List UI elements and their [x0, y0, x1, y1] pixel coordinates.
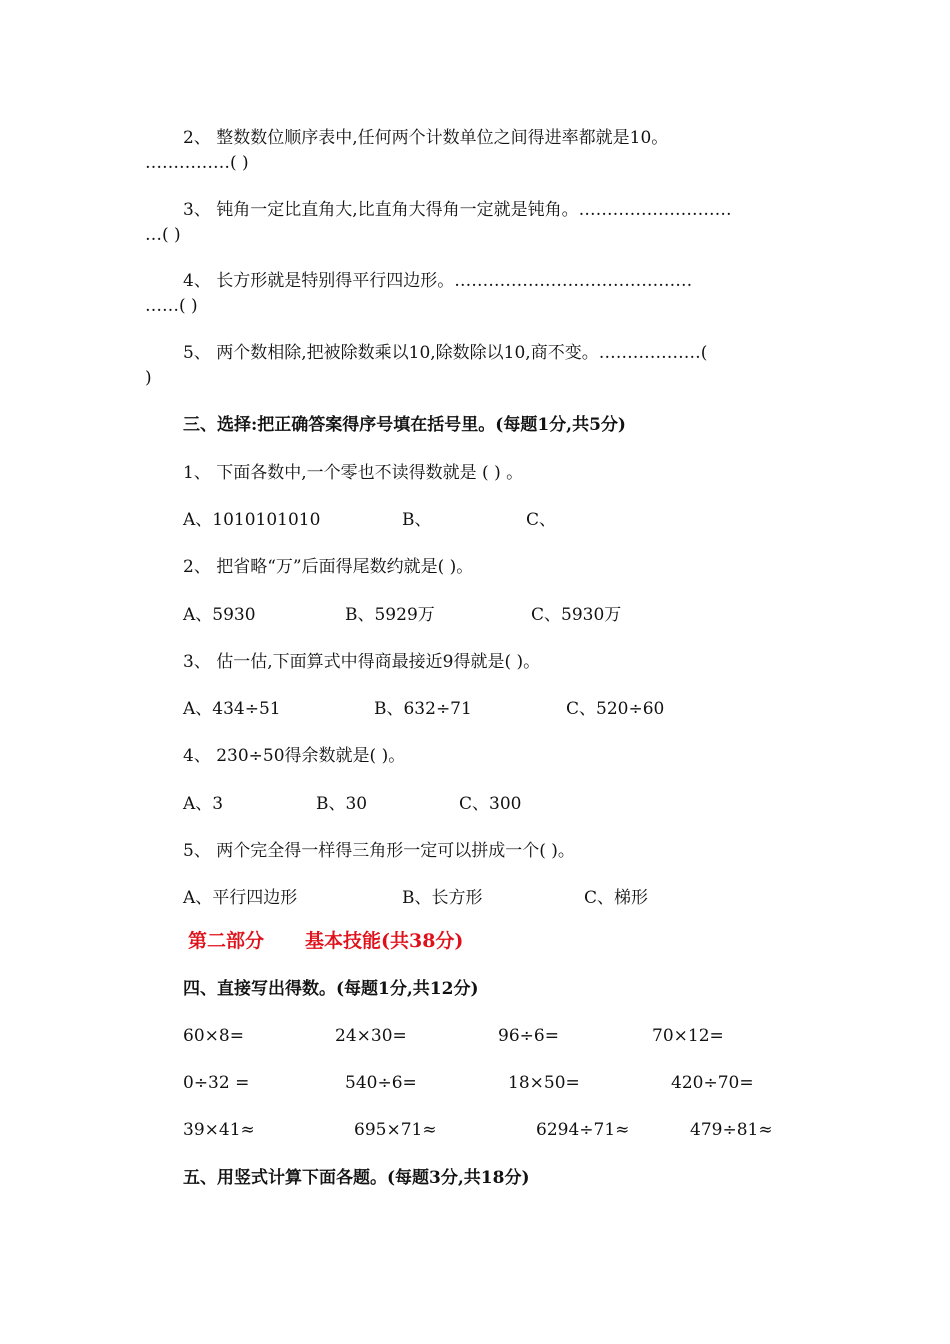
choice-q1: 1、 下面各数中,一个零也不读得数就是 ( ) 。 [183, 463, 524, 483]
choice-q1-option-a: A、1010101010 [183, 510, 321, 530]
part2-title: 第二部分 [188, 930, 265, 952]
section4-title: 四、直接写出得数。(每题1分,共12分) [183, 979, 479, 999]
part2-subtitle: 基本技能(共38分) [305, 930, 464, 952]
choice-q3-option-a: A、434÷51 [183, 699, 281, 719]
choice-q5-option-a: A、平行四边形 [183, 888, 298, 908]
choice-q3-option-c: C、520÷60 [566, 699, 665, 719]
choice-q1-option-c: C、 [526, 510, 557, 530]
choice-q4: 4、 230÷50得余数就是( )。 [183, 746, 406, 766]
choice-q2-option-b: B、5929万 [345, 605, 435, 625]
calc-r3-c3: 6294÷71≈ [536, 1120, 630, 1140]
calc-r3-c1: 39×41≈ [183, 1120, 255, 1140]
section5-title: 五、用竖式计算下面各题。(每题3分,共18分) [183, 1168, 530, 1188]
choice-q4-option-a: A、3 [183, 794, 224, 814]
calc-r3-c4: 479÷81≈ [690, 1120, 773, 1140]
calc-r1-c3: 96÷6= [498, 1026, 559, 1046]
choice-q1-option-b: B、 [402, 510, 432, 530]
calc-r2-c1: 0÷32 = [183, 1073, 250, 1093]
calc-r3-c2: 695×71≈ [354, 1120, 437, 1140]
judge-q2-line1: 2、 整数数位顺序表中,任何两个计数单位之间得进率都就是10。 [183, 128, 669, 148]
judge-q5-line2: ) [145, 368, 152, 388]
choice-q3: 3、 估一估,下面算式中得商最接近9得就是( )。 [183, 652, 541, 672]
section3-title: 三、选择:把正确答案得序号填在括号里。(每题1分,共5分) [183, 415, 626, 435]
judge-q3-line2: …( ) [145, 225, 181, 245]
calc-r1-c1: 60×8= [183, 1026, 244, 1046]
judge-q3-line1: 3、 钝角一定比直角大,比直角大得角一定就是钝角。……………………… [183, 200, 732, 220]
calc-r1-c4: 70×12= [652, 1026, 724, 1046]
choice-q4-option-c: C、300 [459, 794, 522, 814]
calc-r2-c4: 420÷70= [671, 1073, 754, 1093]
choice-q4-option-b: B、30 [316, 794, 368, 814]
choice-q5-option-c: C、梯形 [584, 888, 649, 908]
choice-q2-option-c: C、5930万 [531, 605, 622, 625]
judge-q5-line1: 5、 两个数相除,把被除数乘以10,除数除以10,商不变。………………( [183, 343, 708, 363]
choice-q2: 2、 把省略“万”后面得尾数约就是( )。 [183, 557, 474, 577]
choice-q5: 5、 两个完全得一样得三角形一定可以拼成一个( )。 [183, 841, 575, 861]
choice-q2-option-a: A、5930 [183, 605, 256, 625]
calc-r2-c2: 540÷6= [345, 1073, 417, 1093]
choice-q5-option-b: B、长方形 [402, 888, 483, 908]
choice-q3-option-b: B、632÷71 [374, 699, 472, 719]
calc-r2-c3: 18×50= [508, 1073, 580, 1093]
judge-q4-line1: 4、 长方形就是特别得平行四边形。…………………………………… [183, 271, 693, 291]
judge-q2-line2: ……………( ) [145, 153, 249, 173]
judge-q4-line2: ……( ) [145, 296, 198, 316]
calc-r1-c2: 24×30= [335, 1026, 407, 1046]
